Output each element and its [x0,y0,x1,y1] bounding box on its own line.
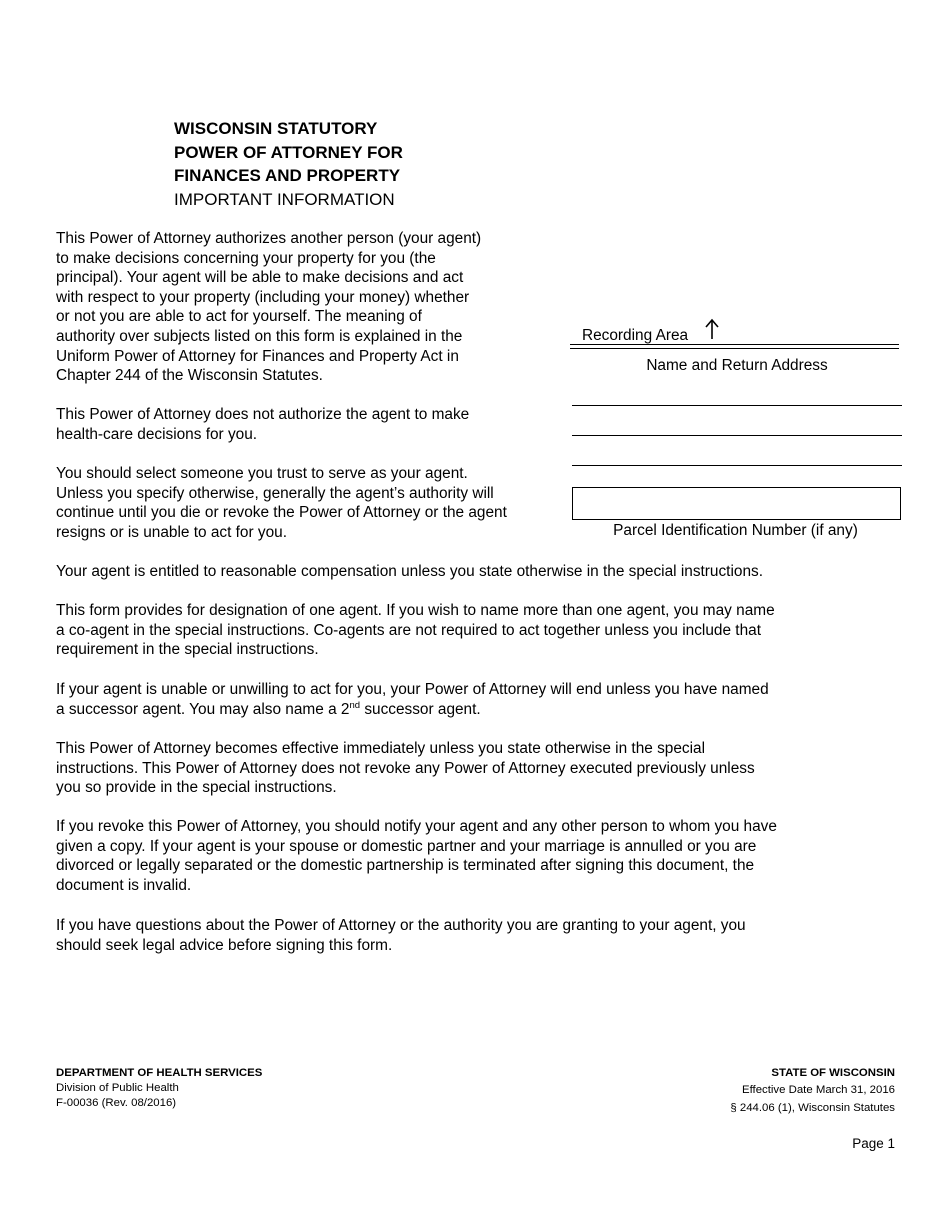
paragraph-2: This Power of Attorney does not authorize the agent to make health-care decisions for you. [56,406,470,443]
paragraph-6-text-end: successor agent. [360,700,481,718]
ordinal-suffix: nd [349,699,361,711]
paragraph-8: If you revoke this Power of Attorney, you should notify your agent and any other person to whom you have given a copy. If your agent is your spouse or domestic partner and your marriage is annulled or you are divorced or legally separated or the domestic partnership is terminated after signing this document, the document is invalid. [56,818,777,894]
return-address-line-1[interactable] [572,405,902,406]
recording-area-rule [570,344,899,349]
paragraph-9: If you have questions about the Power of Attorney or the authority you are granting to your agent, you should seek legal advice before signing this form. [56,917,746,954]
state-name: STATE OF WISCONSIN [771,1067,895,1079]
paragraph-3: You should select someone you trust to serve as your agent. Unless you specify otherwise, generally the agent’s authority will continue until you die or revoke the Power of Attorney or the agent resigns or is unable to act for you. [56,465,507,541]
footer-left [56,1066,262,1111]
statute-reference: § 244.06 (1), Wisconsin Statutes [730,1102,895,1114]
footer-right [730,1066,895,1116]
arrow-up-icon [703,318,721,340]
paragraph-6-text: If your agent is unable or unwilling to act for you, your Power of Attorney will end unless you have named a successor agent. You may also name a 2 [56,681,769,718]
form-number: F-00036 (Rev. 08/2016) [56,1097,177,1109]
parcel-id-label: Parcel Identification Number (if any) [613,522,858,539]
division-name: Division of Public Health [56,1082,179,1094]
page-number: Page 1 [852,1136,895,1151]
paragraph-1: This Power of Attorney authorizes another person (your agent) to make decisions concerning your property for you (the principal). Your agent will be able to make decisions and act with respect to your property (including your money) whether or not you are able to act for yourself. The meaning of authority over subjects listed on this form is explained in the Uniform Power of Attorney for Finances and Property Act in Chapter 244 of the Wisconsin Statutes. [56,230,482,385]
document-subtitle: IMPORTANT INFORMATION [174,190,395,209]
return-address-line-3[interactable] [572,465,902,466]
paragraph-7: This Power of Attorney becomes effective immediately unless you state otherwise in the special instructions. This Power of Attorney does not revoke any Power of Attorney executed previously unless you so provide in the special instructions. [56,740,755,797]
return-address-line-2[interactable] [572,435,902,436]
department-name: DEPARTMENT OF HEALTH SERVICES [56,1067,263,1079]
recording-area-label: Recording Area [582,327,689,344]
name-return-address-label: Name and Return Address [646,357,828,374]
parcel-id-field[interactable] [572,487,901,520]
effective-date: Effective Date March 31, 2016 [741,1084,895,1096]
paragraph-6 [56,680,886,719]
title-line-1: WISCONSIN STATUTORY [174,119,378,138]
title-line-3: FINANCES AND PROPERTY [174,166,401,185]
title-line-2: POWER OF ATTORNEY FOR [174,142,403,162]
document-title [174,117,403,188]
paragraph-4: Your agent is entitled to reasonable compensation unless you state otherwise in the special instructions. [56,563,763,580]
paragraph-5: This form provides for designation of one agent. If you wish to name more than one agent, you may name a co-agent in the special instructions. Co-agents are not required to act together unless you include that requirement in the special instructions. [56,602,775,659]
